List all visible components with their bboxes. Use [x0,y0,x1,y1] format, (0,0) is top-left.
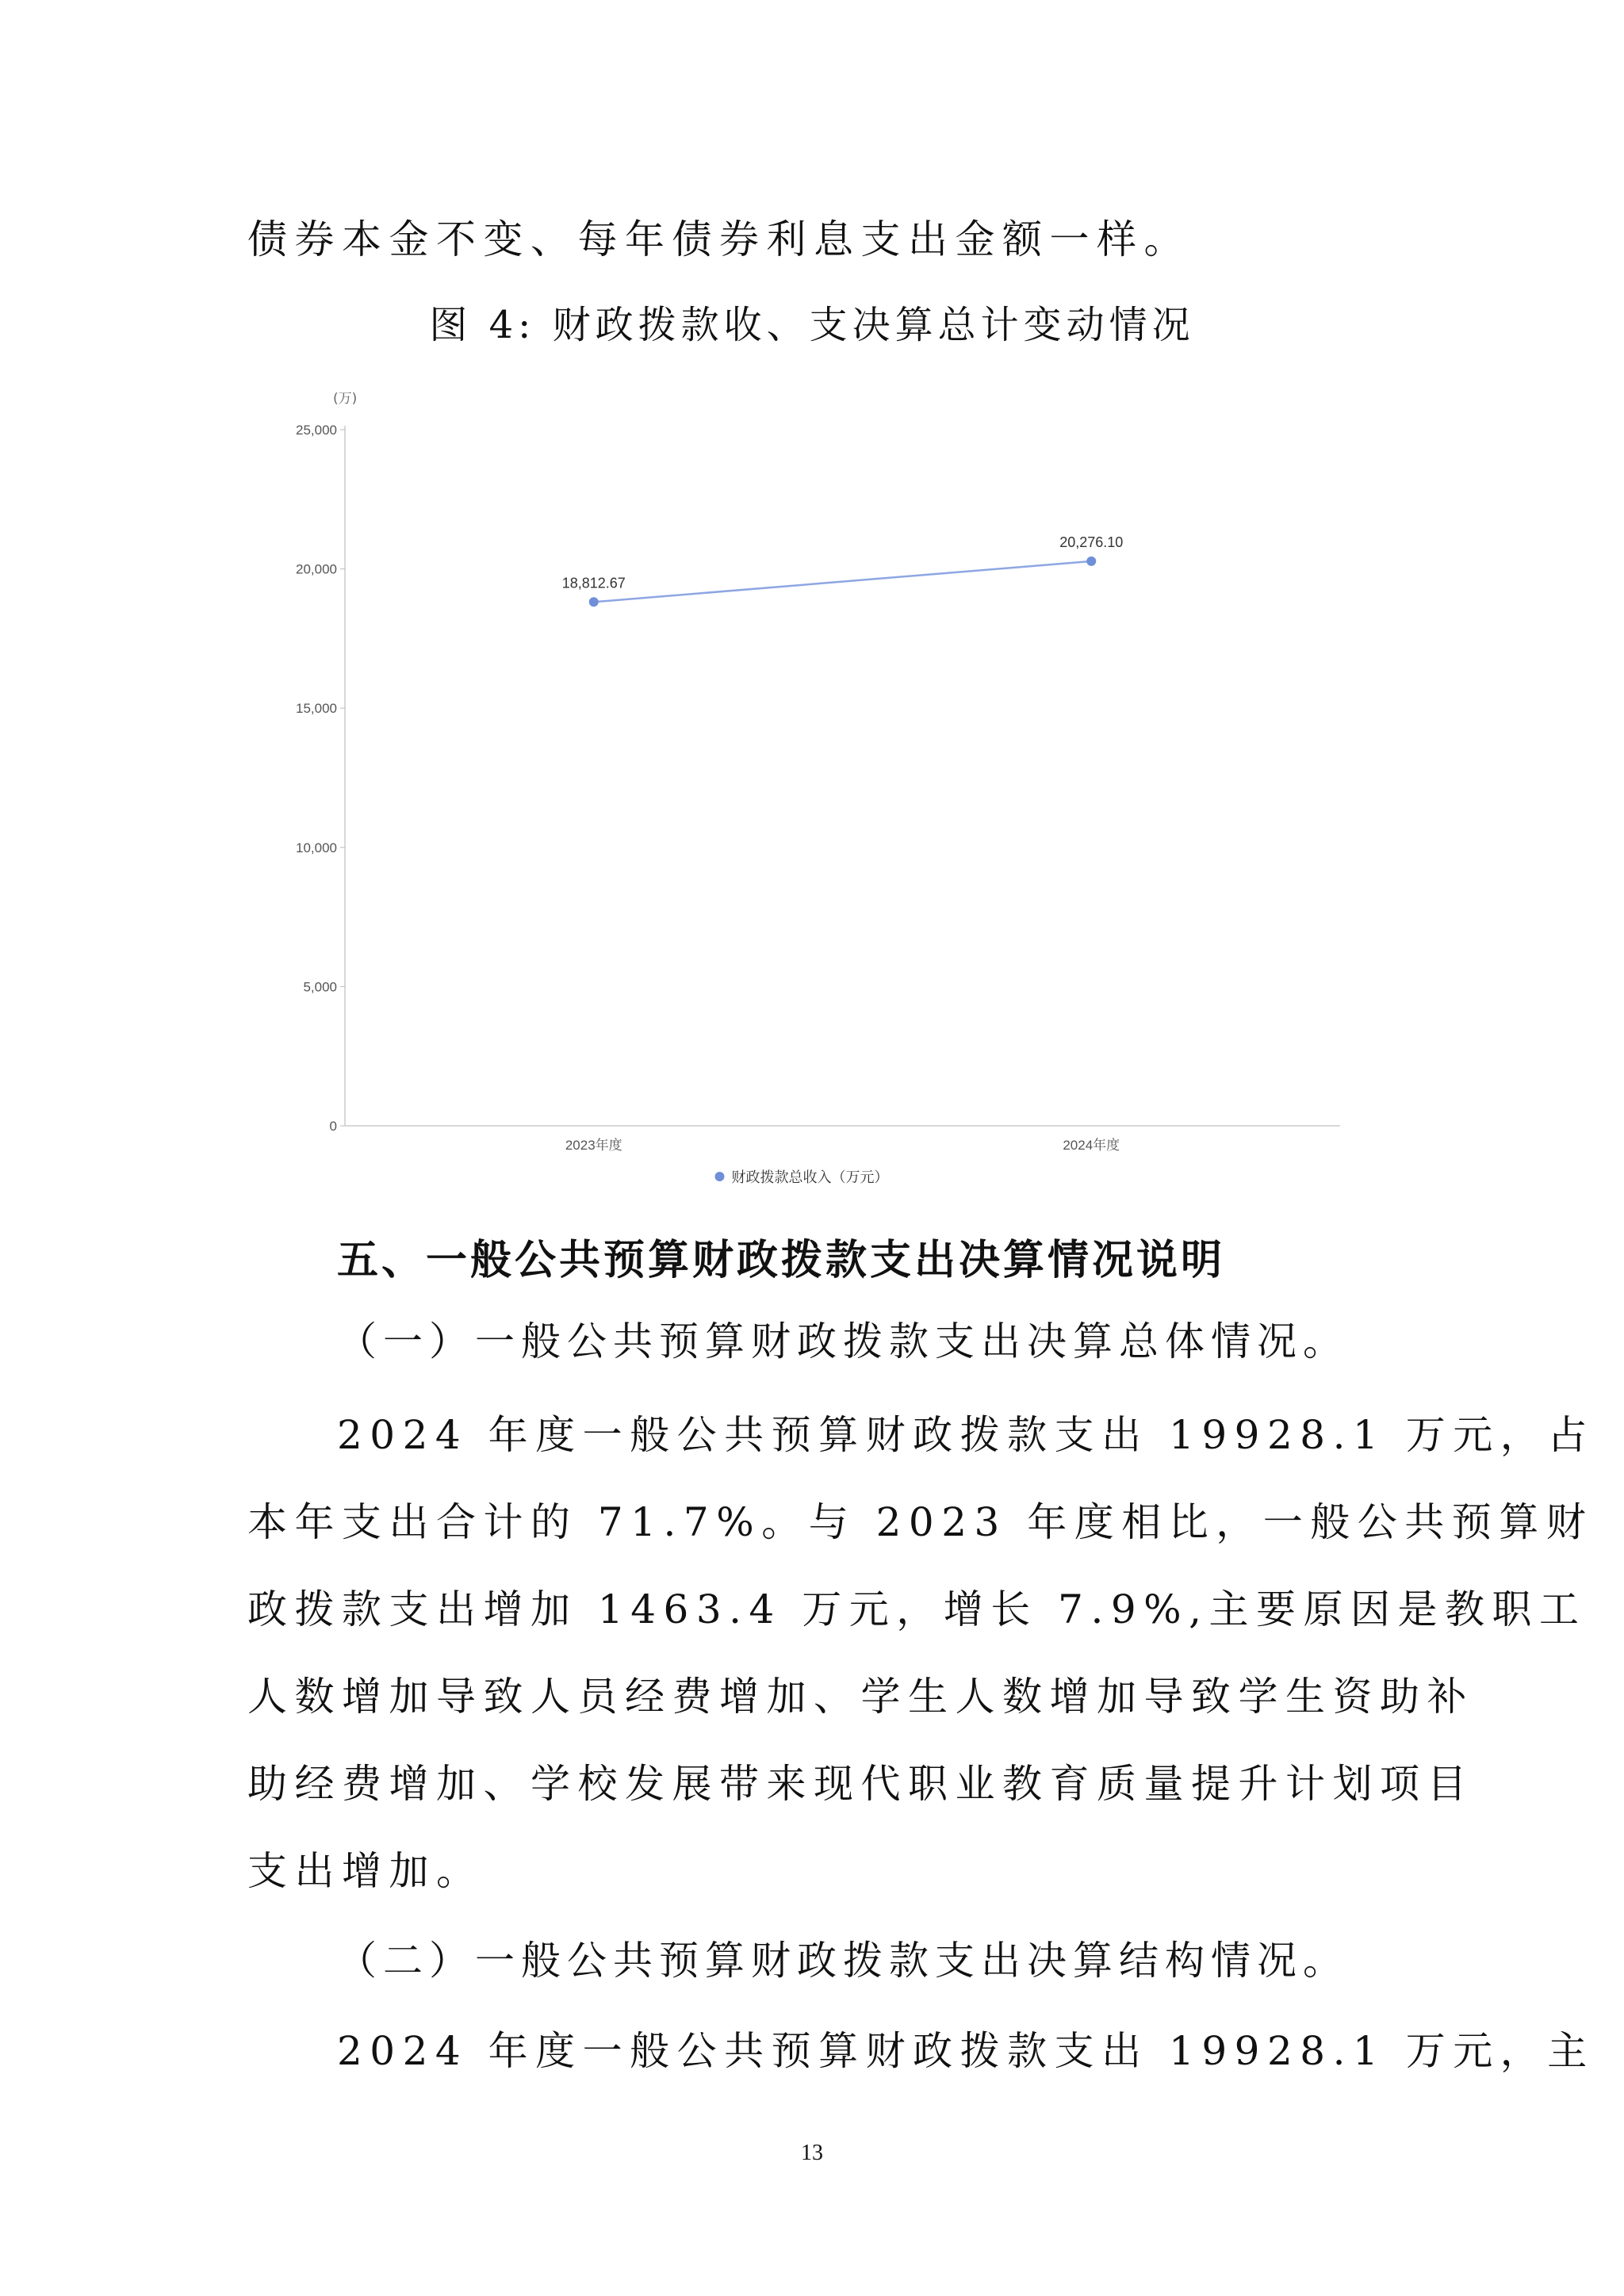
y-tick-label: 15,000 [296,701,337,717]
subheading-overall: （一）一般公共预算财政拨款支出决算总体情况。 [337,1318,1349,1364]
x-tick-label: 2023年度 [565,1138,622,1153]
paragraph-line: 2024 年度一般公共预算财政拨款支出 19928.1 万元，占 [337,1412,1595,1458]
y-tick-label: 10,000 [296,840,337,855]
y-tick-label: 0 [329,1119,337,1134]
paragraph-line: 人数增加导致人员经费增加、学生人数增加导致学生资助补 [247,1674,1474,1720]
paragraph-line: 本年支出合计的 71.7%。与 2023 年度相比，一般公共预算财 [247,1499,1594,1545]
y-tick-label: 5,000 [303,979,337,995]
line-chart [238,373,1364,1205]
paragraph-line: 2024 年度一般公共预算财政拨款支出 19928.1 万元，主 [337,2028,1595,2074]
data-point [1086,557,1096,566]
data-label: 20,276.10 [1059,534,1124,550]
page-number: 13 [801,2141,823,2165]
paragraph-line: 支出增加。 [247,1848,484,1894]
paragraph-line: 政拨款支出增加 1463.4 万元，增长 7.9%,主要原因是教职工 [247,1586,1587,1632]
figure-caption: 图 4: 财政拨款收、支决算总计变动情况 [429,303,1195,347]
y-unit-label: (万) [333,391,358,407]
data-point [589,597,599,607]
data-label: 18,812.67 [561,575,626,591]
legend-marker [715,1172,725,1181]
y-tick-label: 20,000 [296,561,337,577]
y-tick-label: 25,000 [296,423,337,438]
paragraph-line: 助经费增加、学校发展带来现代职业教育质量提升计划项目 [247,1761,1474,1807]
legend-label: 财政拨款总收入（万元） [731,1169,889,1186]
series-line [594,561,1092,602]
section-heading: 五、一般公共预算财政拨款支出决算情况说明 [337,1237,1226,1284]
body-text-line: 债券本金不变、每年债券利息支出金额一样。 [247,216,1191,262]
x-tick-label: 2024年度 [1063,1138,1120,1153]
subheading-structure: （二）一般公共预算财政拨款支出决算结构情况。 [337,1938,1349,1984]
